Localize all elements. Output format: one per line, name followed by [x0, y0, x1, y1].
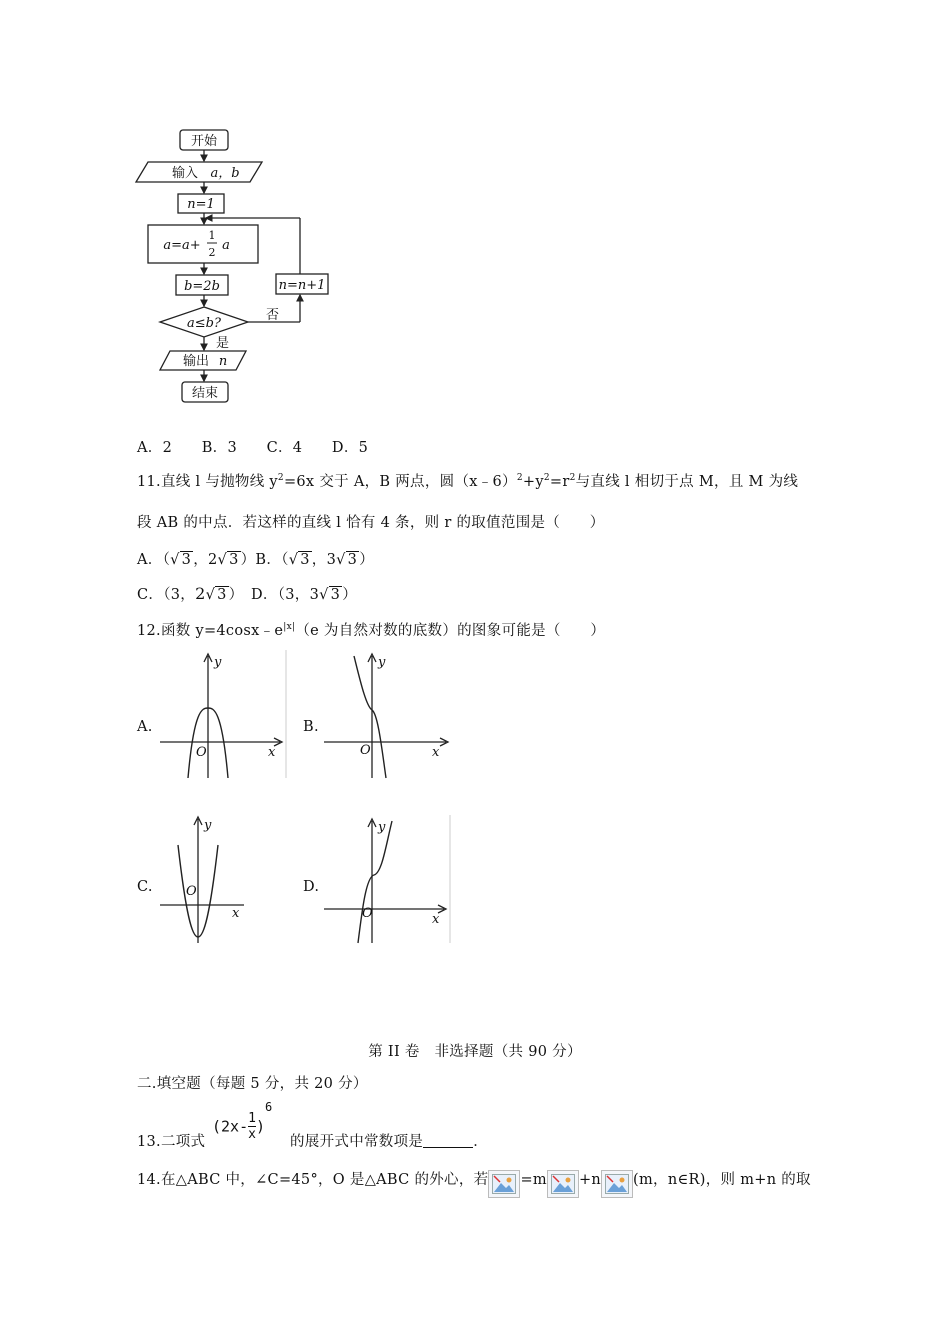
- flowchart-init: n=1: [187, 197, 215, 212]
- q11-line2: 段 AB 的中点．若这样的直线 l 恰有 4 条，则 r 的取值范围是（ ）: [137, 515, 605, 531]
- fill-blank-title: 二.填空题（每题 5 分，共 20 分）: [137, 1076, 368, 1092]
- flowchart-output: 输出: [182, 354, 210, 369]
- q10-options: A．2 B．3 C．4 D．5: [137, 440, 369, 456]
- q11-options-cd: C．（3，2√ 3 ） D．（3，3√ 3 ）: [137, 584, 358, 603]
- q13-answer-blank[interactable]: [423, 1133, 473, 1148]
- flowchart-output-var: n: [218, 354, 228, 369]
- q13-post: 的展开式中常数项是 ．: [290, 1134, 489, 1150]
- q12-label-c: C.: [137, 879, 153, 895]
- vector-image-icon: [601, 1170, 633, 1198]
- graph-a-y: y: [214, 655, 222, 670]
- flowchart-assign-a: a=a+: [163, 238, 201, 253]
- flowchart-assign-a-var: a: [222, 238, 230, 253]
- flowchart-increment: n=n+1: [278, 278, 326, 293]
- graph-b-x: x: [432, 745, 440, 760]
- vector-image-icon: [488, 1170, 520, 1198]
- graph-a-origin: O: [196, 745, 207, 760]
- graph-c: [158, 815, 253, 945]
- graph-c-x: x: [232, 906, 240, 921]
- flowchart-input-vars: a，b: [210, 166, 240, 181]
- flowchart-frac-den: 2: [208, 246, 216, 259]
- flowchart: [130, 118, 340, 418]
- flowchart-start: 开始: [190, 134, 218, 149]
- q12-stem: 12.函数 $y=4\cos x﹣e^{|x|}(e$ 为自然对数的底数）的图象可能是（ ）: [137, 622, 606, 639]
- flowchart-end: 结束: [191, 386, 219, 401]
- graph-d-origin: O: [362, 906, 373, 921]
- flowchart-frac-num: 1: [208, 229, 216, 242]
- q11-options-ab: A．（√ 3 ，2√ 3 ）B．（√ 3 ，3√ 3 ）: [137, 552, 375, 568]
- q14-line: 14.在△ABC 中，∠C=45°，O 是△ABC 的外心，若 =m +n (m，n∈R)，则 m+n 的取: [137, 1168, 811, 1198]
- graph-b-y: y: [378, 655, 386, 670]
- q12-label-a: A.: [137, 719, 153, 735]
- graph-d-y: y: [378, 820, 386, 835]
- flowchart-assign-b: b=2b: [184, 279, 220, 294]
- q12-label-b: B.: [303, 719, 319, 735]
- section2-title: 第 II 卷 非选择题（共 90 分）: [368, 1044, 582, 1060]
- graph-a: [158, 650, 288, 780]
- graph-d: [322, 815, 452, 945]
- q11-line1: 11.直线 l 与抛物线 $y^2=6x$ 交于 A，B 两点，圆$(x﹣6)^2+y^2=r^2$与直线 l 相切于点 M，且 M 为线: [137, 473, 799, 490]
- graph-b: [322, 650, 452, 780]
- graph-b-origin: O: [360, 743, 371, 758]
- graph-a-x: x: [268, 745, 276, 760]
- graph-c-origin: O: [186, 884, 197, 899]
- vector-image-icon: [547, 1170, 579, 1198]
- q13-pre: 13.二项式: [137, 1134, 206, 1150]
- graph-c-y: y: [204, 818, 212, 833]
- flowchart-yes: 是: [216, 336, 230, 351]
- q13-expression: (2x- $\frac{1}{x}$ )$^6$: [212, 1100, 273, 1142]
- flowchart-input: 输入: [171, 166, 199, 181]
- graph-d-x: x: [432, 912, 440, 927]
- q12-label-d: D.: [303, 879, 320, 895]
- flowchart-no: 否: [266, 308, 280, 323]
- flowchart-condition: a≤b?: [187, 316, 221, 331]
